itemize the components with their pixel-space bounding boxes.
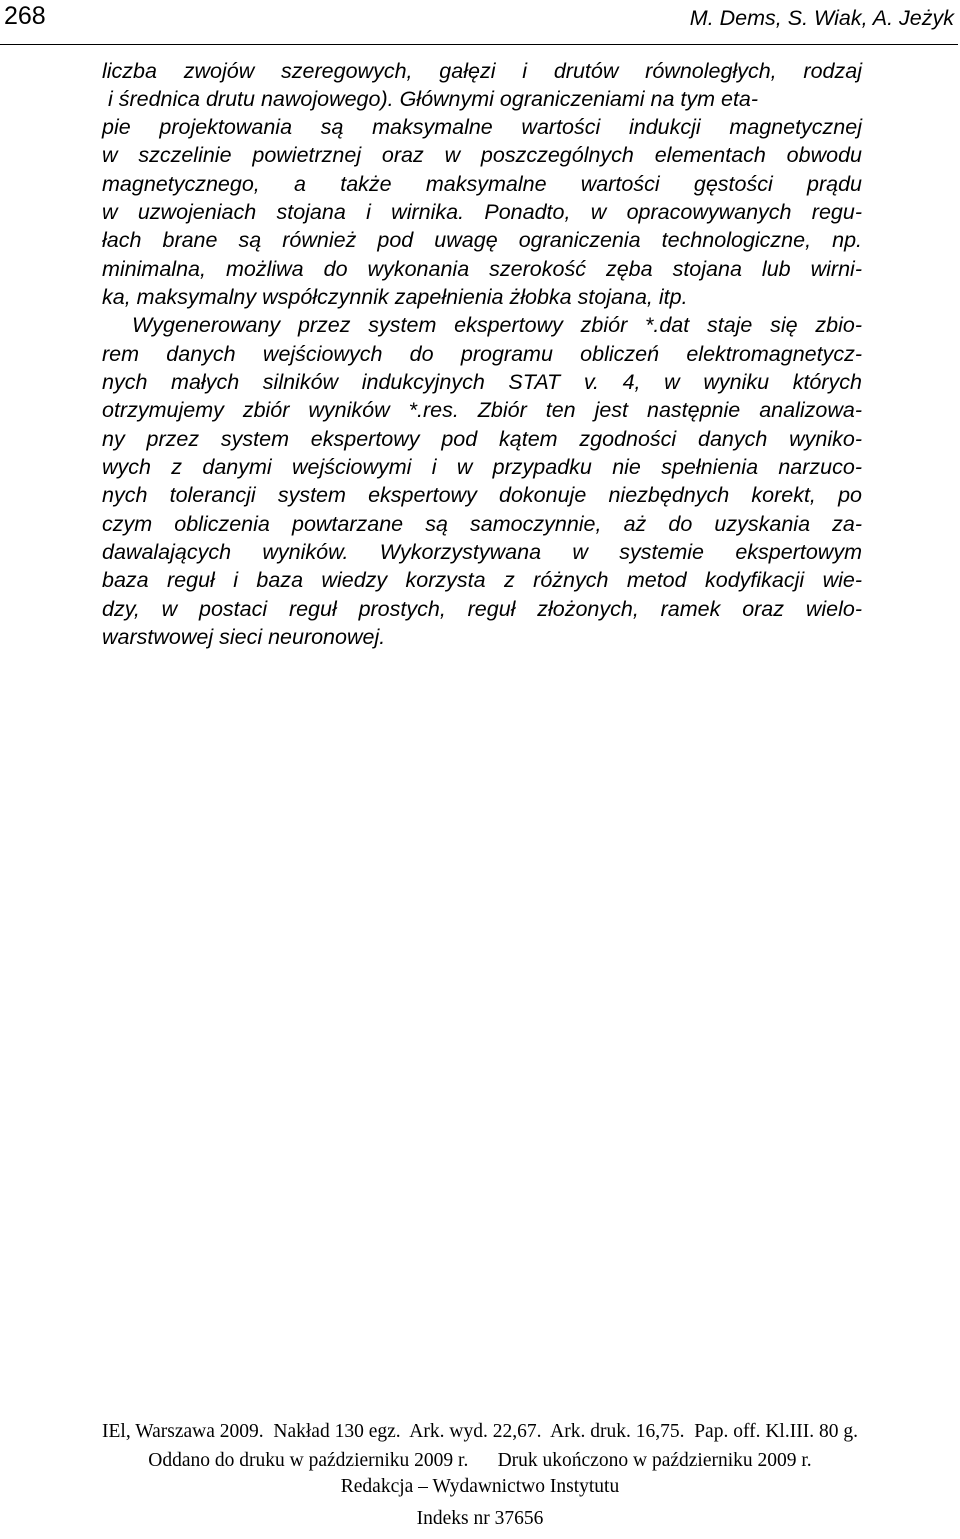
text-line: Wygenerowany przez system ekspertowy zbiór *.dat staje się zbio- [132,313,862,337]
text-line: dzy, w postaci reguł prostych, reguł złożonych, ramek oraz wielo- [102,597,862,621]
imprint-line-edition: IEl, Warszawa 2009. Nakład 130 egz. Ark. wyd. 22,67. Ark. druk. 16,75. Pap. off. Kl.III. 80 g. [102,1421,858,1442]
page-header [0,0,958,45]
imprint-line-dates: Oddano do druku w październiku 2009 r. Druk ukończono w październiku 2009 r. [148,1450,812,1471]
text-line: nych tolerancji system ekspertowy dokonuje niezbędnych korekt, po [102,483,862,507]
text-line: wych z danymi wejściowymi i w przypadku nie spełnienia narzuco- [102,455,862,479]
text-line: warstwowej sieci neuronowej. [102,625,386,649]
text-line: pie projektowania są maksymalne wartości indukcji magnetycznej [102,115,862,139]
text-line: ny przez system ekspertowy pod kątem zgodności danych wyniko- [102,427,862,451]
text-line: minimalna, możliwa do wykonania szerokość zęba stojana lub wirni- [102,257,862,281]
text-line: nych małych silników indukcyjnych STAT v. 4, w wyniku których [102,370,862,394]
text-line: baza reguł i baza wiedzy korzysta z różnych metod kodyfikacji wie- [102,568,862,592]
running-head-authors: M. Dems, S. Wiak, A. Jeżyk [689,6,954,30]
imprint-line-publisher: Redakcja – Wydawnictwo Instytutu [340,1476,620,1497]
page-number: 268 [4,2,46,30]
text-line: łach brane są również pod uwagę ograniczenia technologiczne, np. [102,228,862,252]
imprint-line-index: Indeks nr 37656 [416,1508,544,1529]
text-line: w uzwojeniach stojana i wirnika. Ponadto, w opracowywanych regu- [102,200,862,224]
text-line: dawalających wyników. Wykorzystywana w systemie ekspertowym [102,540,862,564]
text-line: otrzymujemy zbiór wyników *.res. Zbiór ten jest następnie analizowa- [102,398,862,422]
text-line: czym obliczenia powtarzane są samoczynnie, aż do uzyskania za- [102,512,862,536]
text-line: ka, maksymalny współczynnik zapełnienia żłobka stojana, itp. [102,285,688,309]
text-line: magnetycznego, a także maksymalne wartości gęstości prądu [102,172,862,196]
text-line: rem danych wejściowych do programu obliczeń elektromagnetycz- [102,342,862,366]
text-line: i średnica drutu nawojowego). Głównymi ograniczeniami na tym eta- [102,87,759,111]
text-line: liczba zwojów szeregowych, gałęzi i drutów równoległych, rodzaj [102,59,862,83]
text-line: w szczelinie powietrznej oraz w poszczególnych elementach obwodu [102,143,862,167]
